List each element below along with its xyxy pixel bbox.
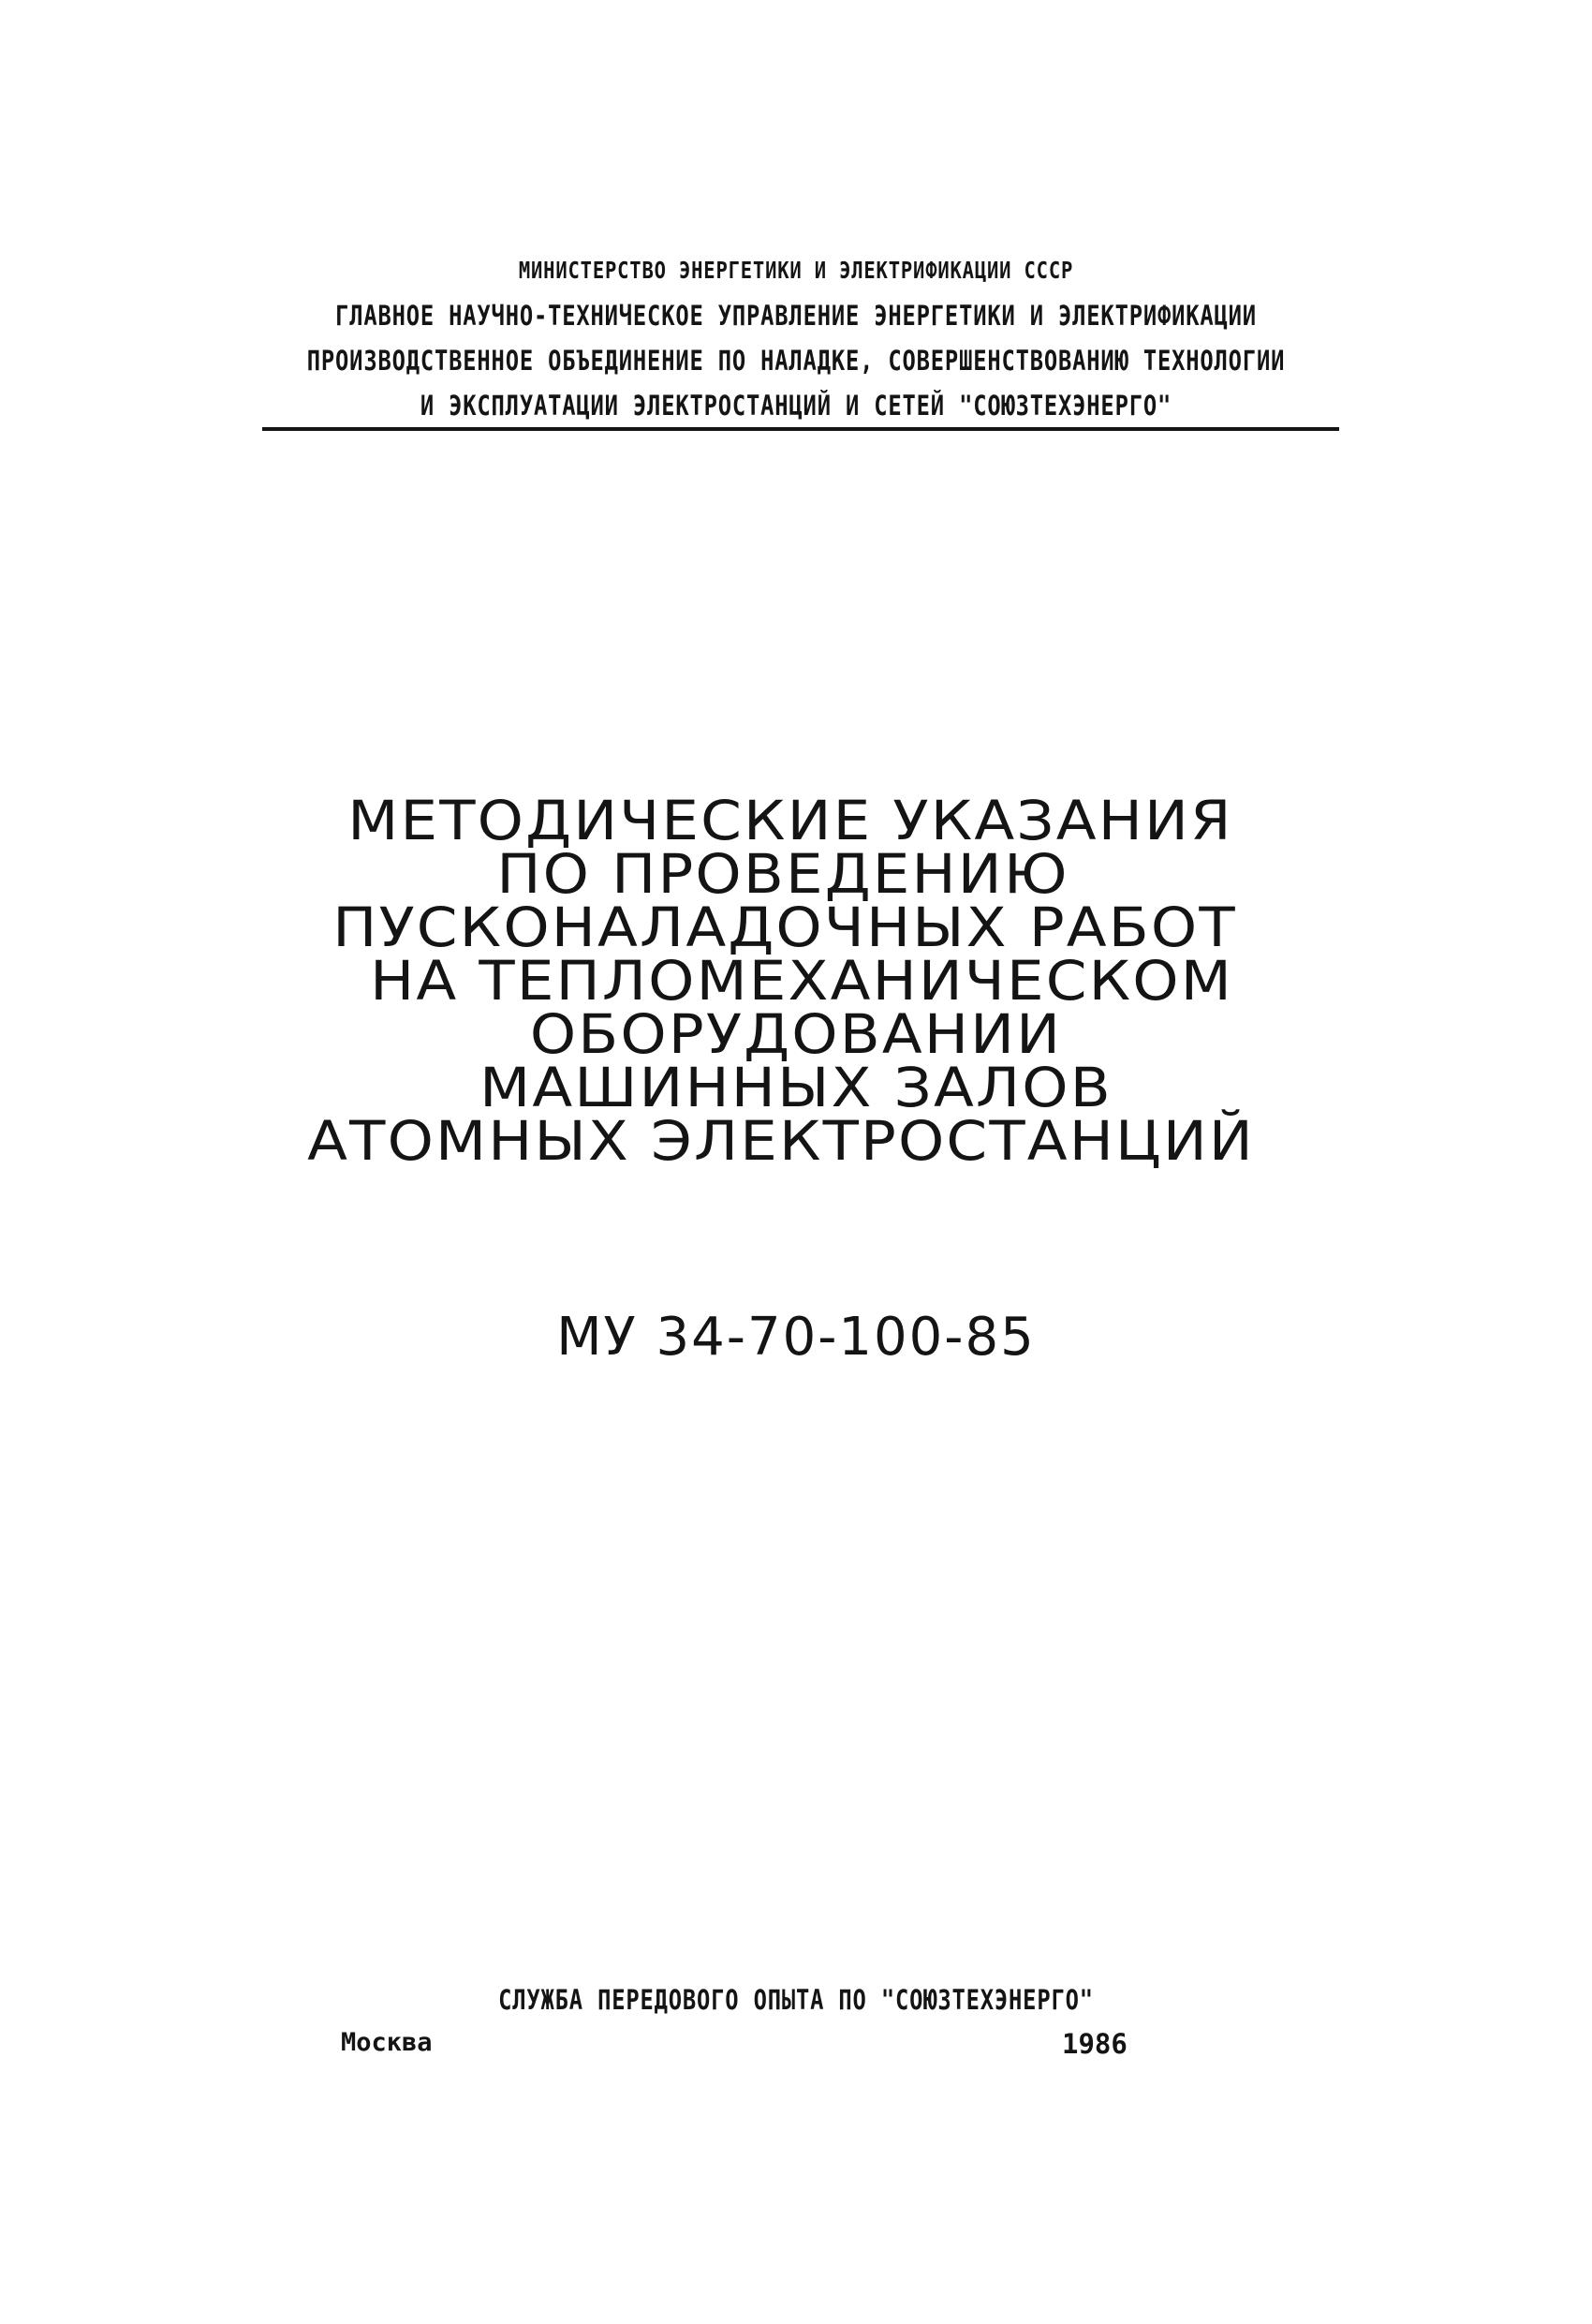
title-line: ОБОРУДОВАНИИ [529,1002,1063,1066]
publication-city: Москва [341,2028,433,2057]
title-line: МАШИННЫХ ЗАЛОВ [479,1056,1113,1119]
title-line: АТОМНЫХ ЭЛЕКТРОСТАНЦИЙ [307,1109,1255,1173]
directorate-line: ГЛАВНОЕ НАУЧНО-ТЕХНИЧЕСКОЕ УПРАВЛЕНИЕ ЭНЕРГЕТИКИ И ЭЛЕКТРИФИКАЦИИ [335,300,1257,332]
document-title [0,789,1592,1173]
publisher-line: СЛУЖБА ПЕРЕДОВОГО ОПЫТА ПО "СОЮЗТЕХЭНЕРГО" [498,1984,1094,2016]
header-divider [262,427,1339,431]
document-code: МУ 34-70-100-85 [556,1307,1036,1368]
title-line: НА ТЕПЛОМЕХАНИЧЕСКОМ [370,949,1233,1013]
association-line: ПРОИЗВОДСТВЕННОЕ ОБЪЕДИНЕНИЕ ПО НАЛАДКЕ, СОВЕРШЕНСТВОВАНИЮ ТЕХНОЛОГИИ [306,345,1286,377]
issuing-organization-header [0,248,1592,428]
publication-year: 1986 [1062,2028,1128,2060]
ministry-line: МИНИСТЕРСТВО ЭНЕРГЕТИКИ И ЭЛЕКТРИФИКАЦИИ СССР [518,257,1074,284]
title-line: МЕТОДИЧЕСКИЕ УКАЗАНИЯ [347,789,1233,852]
title-line: ПО ПРОВЕДЕНИЮ [496,842,1069,906]
association-line-continued: И ЭКСПЛУАТАЦИИ ЭЛЕКТРОСТАНЦИЙ И СЕТЕЙ "СОЮЗТЕХЭНЕРГО" [420,390,1172,422]
title-line: ПУСКОНАЛАДОЧНЫХ РАБОТ [332,896,1237,959]
